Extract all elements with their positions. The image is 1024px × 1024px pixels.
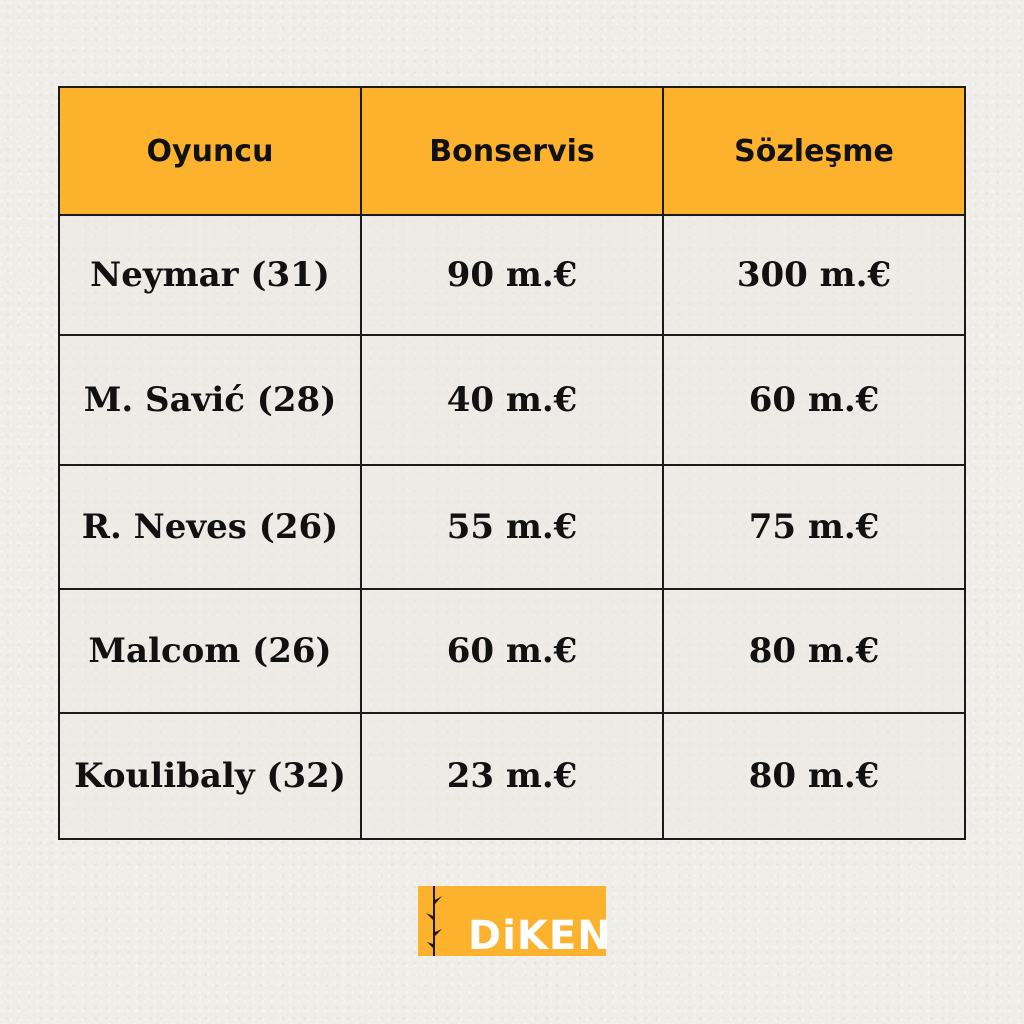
cell-transfer-fee: 55 m.€ [362, 466, 664, 590]
cell-contract: 80 m.€ [664, 714, 964, 838]
logo-text: DiKEN [468, 913, 612, 959]
cell-transfer-fee: 60 m.€ [362, 590, 664, 714]
header-transfer-fee: Bonservis [362, 88, 664, 216]
cell-contract: 60 m.€ [664, 336, 964, 466]
cell-player: M. Savić (28) [60, 336, 362, 466]
cell-player: Neymar (31) [60, 216, 362, 336]
header-player: Oyuncu [60, 88, 362, 216]
cell-transfer-fee: 23 m.€ [362, 714, 664, 838]
header-contract: Sözleşme [664, 88, 964, 216]
diken-logo [418, 886, 612, 959]
cell-player: Koulibaly (32) [60, 714, 362, 838]
cell-transfer-fee: 90 m.€ [362, 216, 664, 336]
cell-contract: 80 m.€ [664, 590, 964, 714]
cell-player: R. Neves (26) [60, 466, 362, 590]
thorn-branch-icon [422, 886, 446, 956]
cell-contract: 75 m.€ [664, 466, 964, 590]
cell-transfer-fee: 40 m.€ [362, 336, 664, 466]
cell-player: Malcom (26) [60, 590, 362, 714]
cell-contract: 300 m.€ [664, 216, 964, 336]
transfer-table [58, 86, 966, 840]
